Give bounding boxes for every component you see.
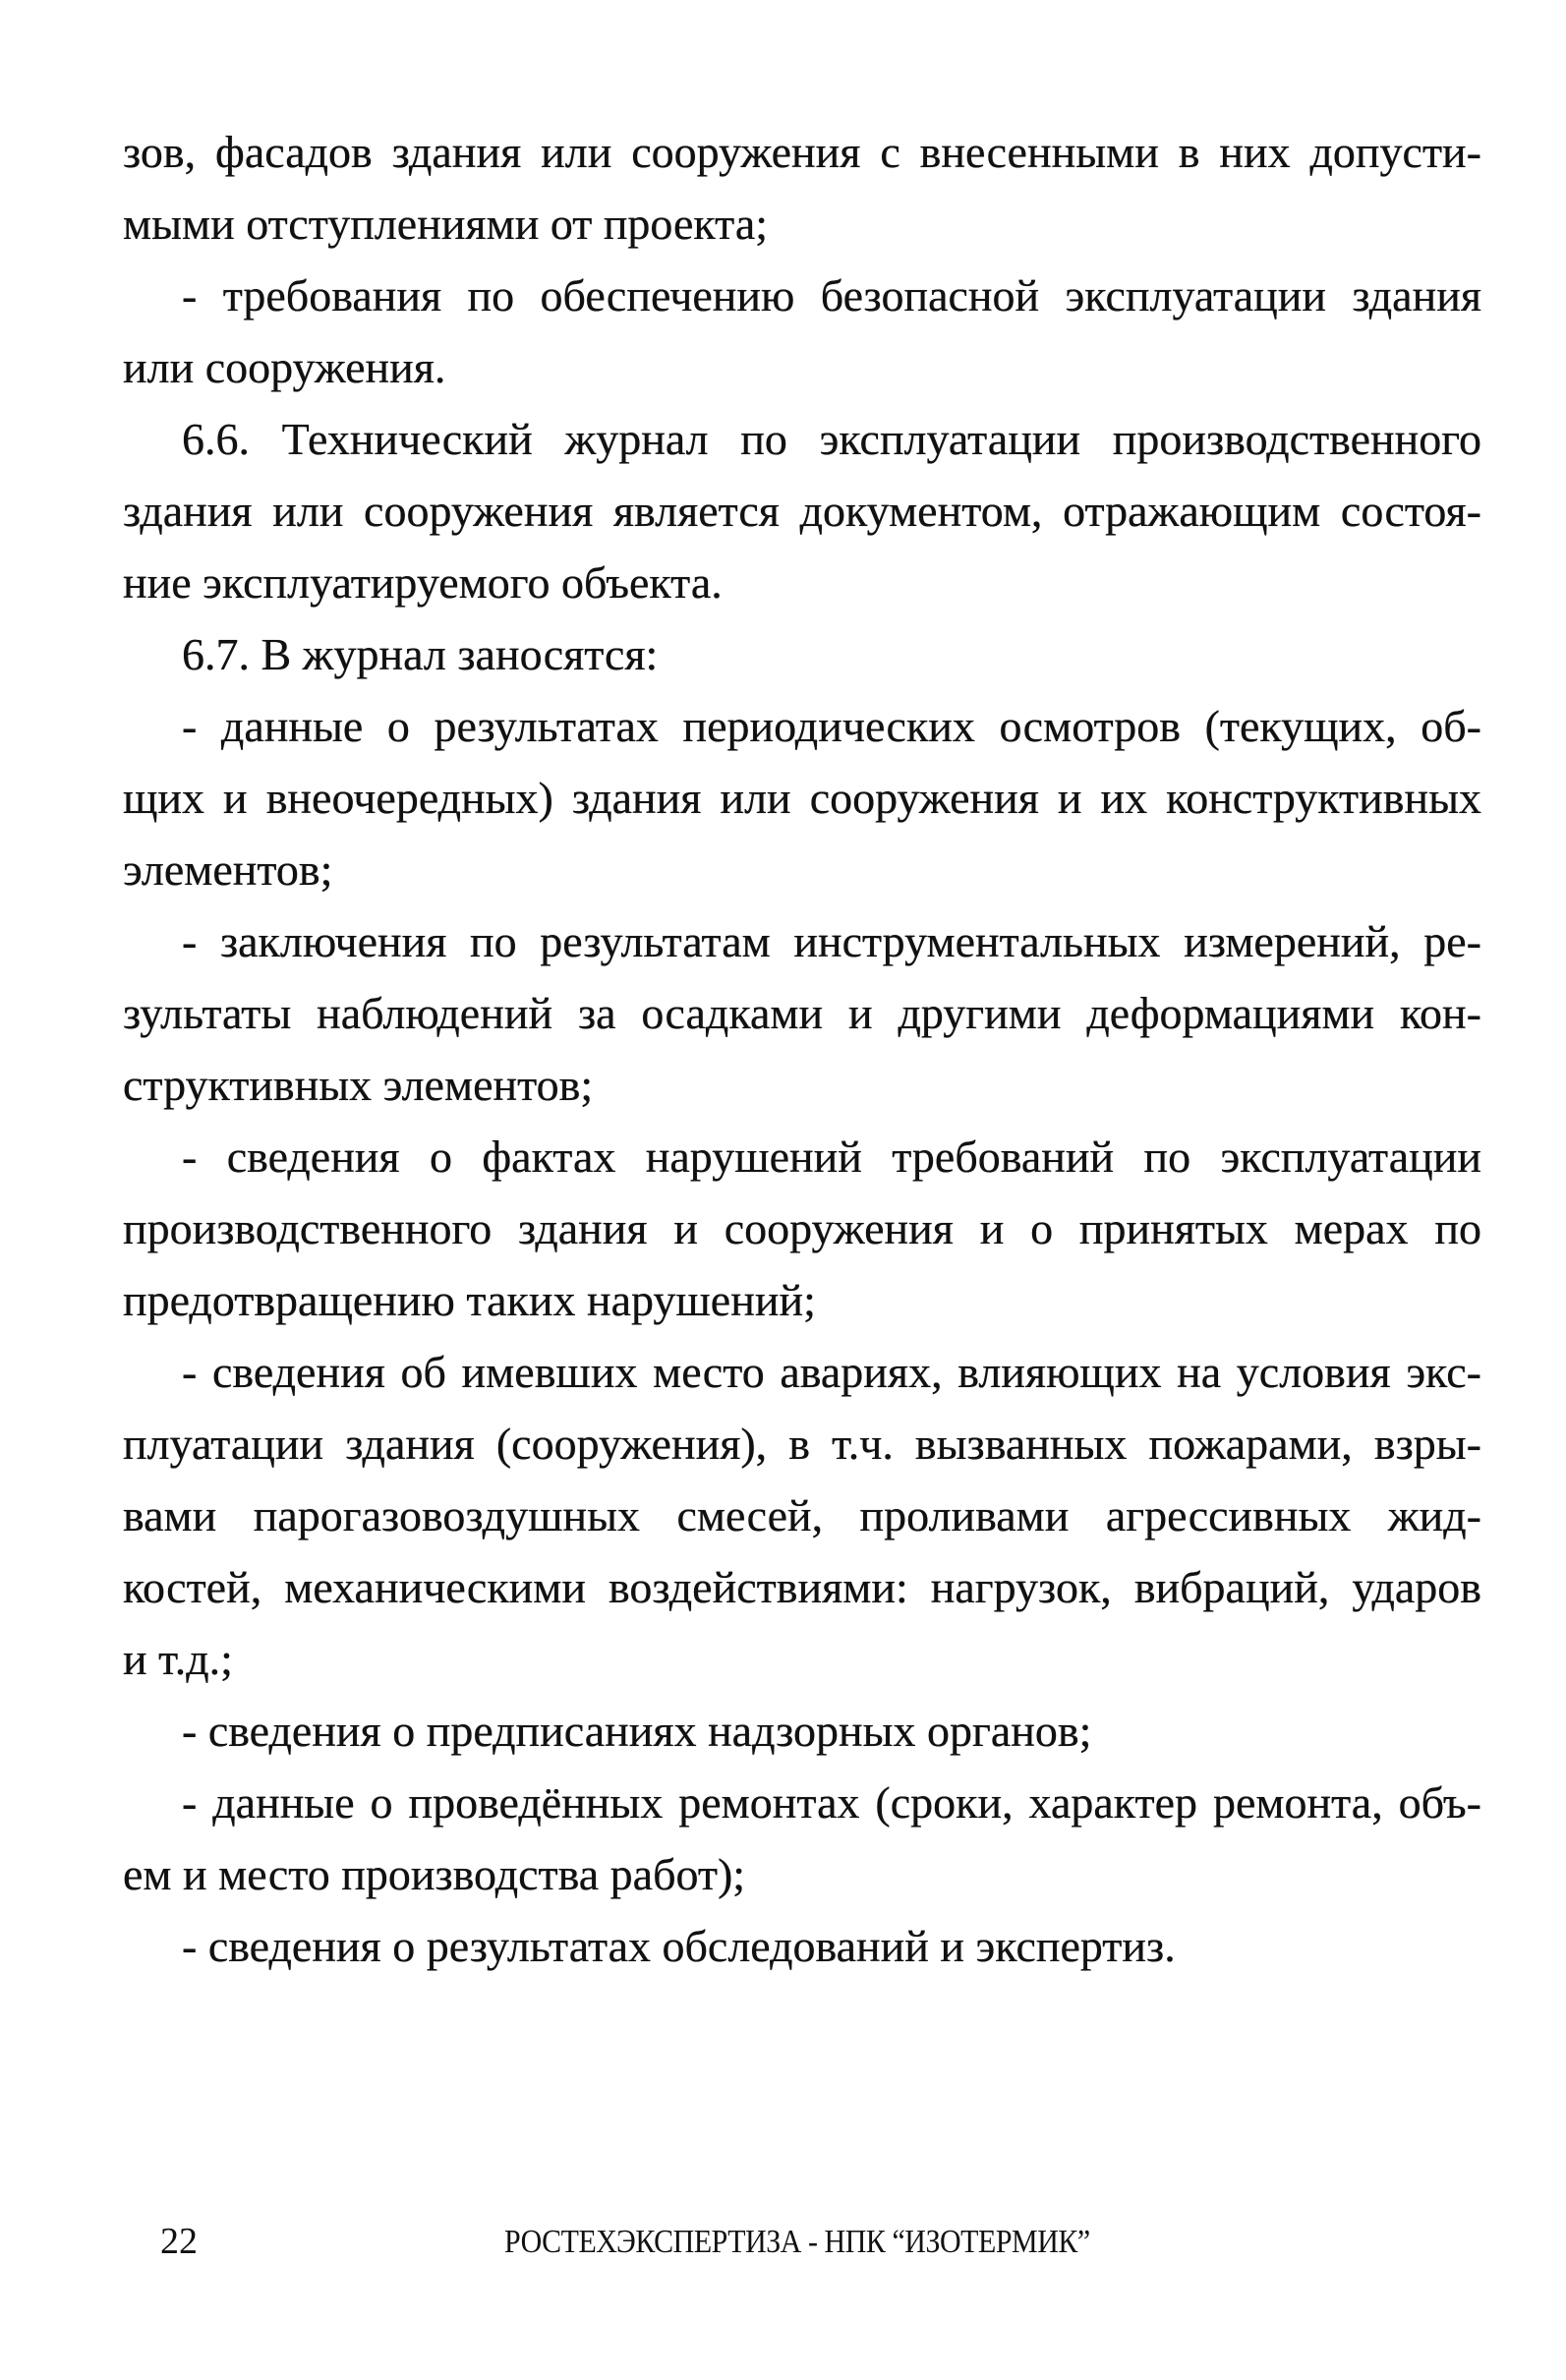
text-line: - заключения по результатам инструментальных измерений, ре-: [182, 916, 1481, 966]
text-line: ем и место производства работ);: [123, 1849, 746, 1899]
paragraph: [123, 403, 1481, 618]
text-line: предотвращению таких нарушений;: [123, 1275, 816, 1325]
text-line: 6.6. Технический журнал по эксплуатации производственного: [182, 414, 1481, 464]
text-line: зультаты наблюдений за осадками и другими деформациями кон-: [123, 988, 1481, 1038]
text-line: - данные о результатах периодических осмотров (текущих, об-: [182, 701, 1481, 751]
text-line: зов, фасадов здания или сооружения с внесенными в них допусти-: [123, 127, 1481, 177]
text-line: элементов;: [123, 844, 333, 895]
paragraph: [123, 1121, 1481, 1336]
paragraph: [123, 905, 1481, 1121]
text-line: - сведения об имевших место авариях, влияющих на условия экс-: [182, 1347, 1481, 1397]
text-line: - сведения о предписаниях надзорных органов;: [182, 1706, 1092, 1756]
paragraph: [123, 690, 1481, 905]
text-line: - требования по обеспечению безопасной эксплуатации здания: [182, 270, 1481, 320]
text-line: щих и внеочередных) здания или сооружения и их конструктивных: [123, 773, 1481, 823]
text-line: здания или сооружения является документом, отражающим состоя-: [123, 486, 1481, 536]
document-body: [123, 116, 1481, 1982]
text-line: структивных элементов;: [123, 1060, 594, 1110]
text-line: - данные о проведённых ремонтах (сроки, характер ремонта, объ-: [182, 1777, 1481, 1828]
text-line: мыми отступлениями от проекта;: [123, 199, 769, 249]
text-line: или сооружения.: [123, 342, 446, 392]
text-line: и т.д.;: [123, 1634, 233, 1684]
text-line: плуатации здания (сооружения), в т.ч. вызванных пожарами, взры-: [123, 1419, 1481, 1469]
paragraph: [123, 618, 1481, 690]
paragraph: [123, 1695, 1481, 1767]
page-number: 22: [160, 2221, 198, 2262]
paragraph: [123, 1910, 1481, 1982]
paragraph: [123, 1767, 1481, 1910]
paragraph: [123, 260, 1481, 403]
footer-text: РОСТЕХЭКСПЕРТИЗА - НПК “ИЗОТЕРМИК”: [504, 2224, 1090, 2260]
text-line: производственного здания и сооружения и о принятых мерах по: [123, 1203, 1481, 1253]
paragraph: [123, 1336, 1481, 1695]
text-line: - сведения о фактах нарушений требований по эксплуатации: [182, 1132, 1481, 1182]
text-line: костей, механическими воздействиями: нагрузок, вибраций, ударов: [123, 1562, 1481, 1612]
text-line: вами парогазовоздушных смесей, проливами агрессивных жид-: [123, 1490, 1481, 1540]
paragraph: [123, 116, 1481, 260]
page-footer: [0, 2220, 1566, 2269]
text-line: ние эксплуатируемого объекта.: [123, 557, 723, 608]
text-line: 6.7. В журнал заносятся:: [182, 629, 659, 679]
text-line: - сведения о результатах обследований и экспертиз.: [182, 1921, 1176, 1971]
